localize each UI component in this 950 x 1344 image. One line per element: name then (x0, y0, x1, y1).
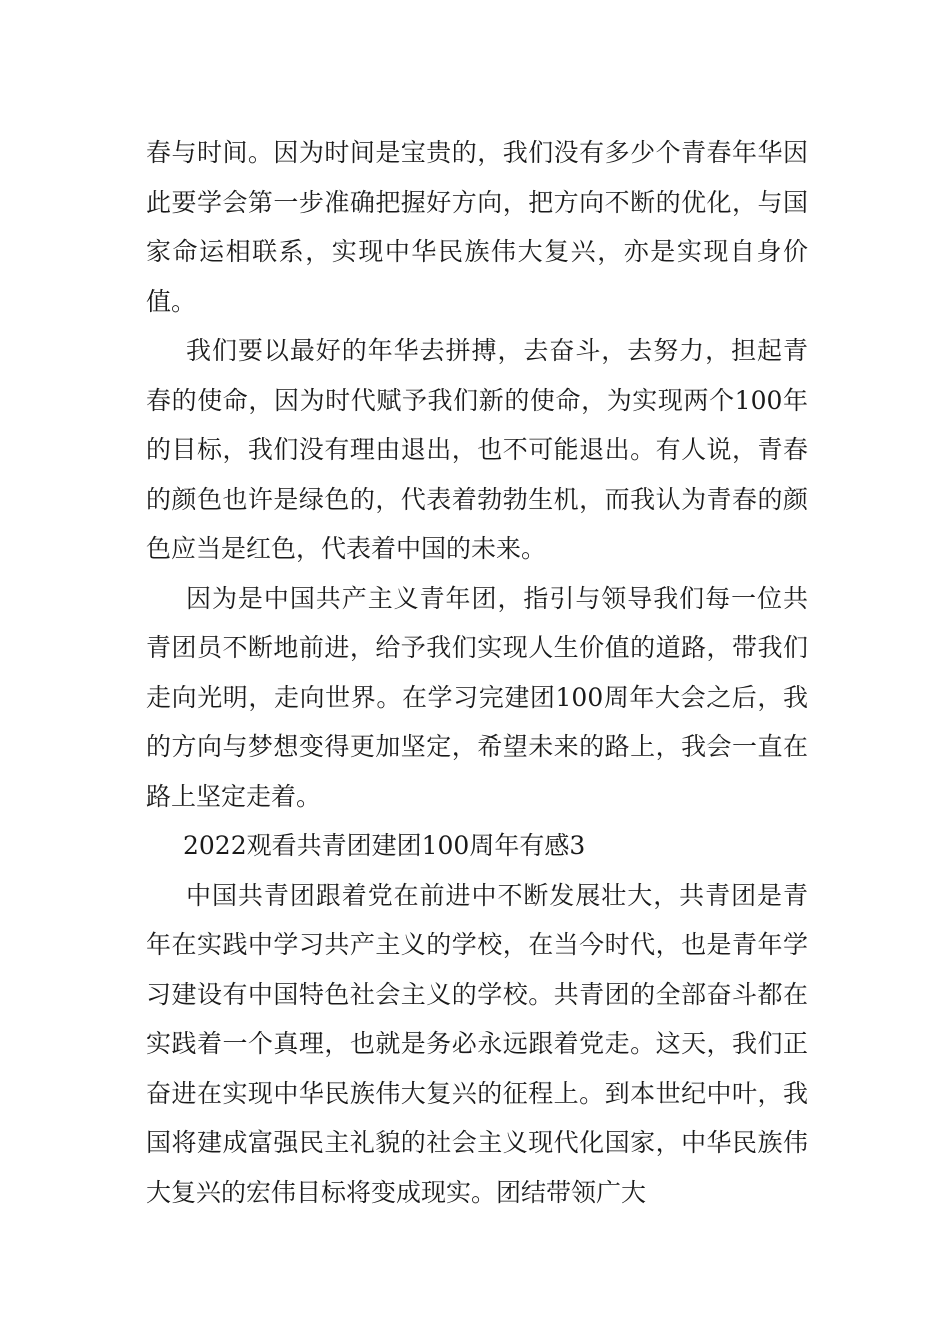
section-heading: 2022观看共青团建团100周年有感3 (183, 831, 586, 860)
paragraph-1: 春与时间。因为时间是宝贵的，我们没有多少个青春年华因此要学会第一步准确把握好方向，把方向不断的优化，与国家命运相联系，实现中华民族伟大复兴，亦是实现自身价值。 (146, 138, 808, 316)
paragraph-3: 因为是中国共产主义青年团，指引与领导我们每一位共青团员不断地前进，给予我们实现人生价值的道路，带我们走向光明，走向世界。在学习完建团100周年大会之后，我的方向与梦想变得更加坚定，希望未来的路上，我会一直在路上坚定走着。 (146, 583, 808, 811)
paragraph-2: 我们要以最好的年华去拼搏，去奋斗，去努力，担起青春的使命，因为时代赋予我们新的使命，为实现两个100年的目标，我们没有理由退出，也不可能退出。有人说，青春的颜色也许是绿色的，代表着勃勃生机，而我认为青春的颜色应当是红色，代表着中国的未来。 (146, 336, 808, 563)
document-body (146, 128, 808, 1217)
paragraph-4: 中国共青团跟着党在前进中不断发展壮大，共青团是青年在实践中学习共产主义的学校，在当今时代，也是青年学习建设有中国特色社会主义的学校。共青团的全部奋斗都在实践着一个真理，也就是务必永远跟着党走。这天，我们正奋进在实现中华民族伟大复兴的征程上。到本世纪中叶，我国将建成富强民主礼貌的社会主义现代化国家，中华民族伟大复兴的宏伟目标将变成现实。团结带领广大 (146, 880, 808, 1207)
